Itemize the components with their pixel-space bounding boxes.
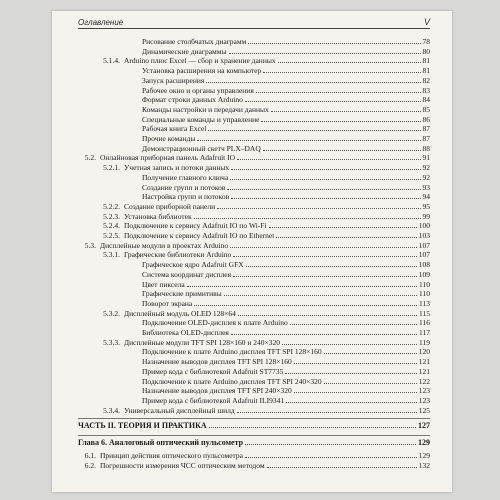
toc-entry-number: 5.3.4. bbox=[103, 405, 120, 415]
toc-part-entry bbox=[78, 421, 430, 431]
toc-entry-title: Установка расширения на компьютер bbox=[142, 66, 262, 76]
toc-entry-number: 5.2.1. bbox=[103, 163, 120, 173]
toc-entry-page: 110 bbox=[419, 289, 430, 299]
toc-entry-title: Библиотека OLED-дисплея bbox=[142, 328, 229, 337]
toc-entry-title: Поворот экрана bbox=[142, 298, 193, 308]
toc-entry-page: 115 bbox=[419, 308, 430, 318]
toc-entry-page: 84 bbox=[422, 95, 430, 105]
dot-leader bbox=[261, 121, 420, 122]
header-rule bbox=[78, 28, 430, 29]
toc-entry bbox=[78, 192, 430, 202]
toc-entry bbox=[78, 357, 430, 367]
toc-entry-title: ЧАСТЬ II. ТЕОРИЯ И ПРАКТИКА bbox=[78, 421, 207, 431]
toc-entry-title: Получение главного ключа bbox=[142, 172, 229, 182]
dot-leader bbox=[286, 402, 417, 403]
toc-entry-title: Специальные команды и управление bbox=[142, 114, 260, 124]
dot-leader bbox=[237, 412, 417, 413]
toc-entry-title: Прочие команды bbox=[142, 134, 196, 143]
dot-leader bbox=[245, 444, 416, 445]
toc-entry-title: Команды настройки и передачи данных bbox=[142, 104, 269, 114]
dot-leader bbox=[263, 72, 420, 73]
dot-leader bbox=[324, 383, 417, 384]
toc-entry-number: 6.2. bbox=[84, 461, 96, 470]
toc-entry bbox=[78, 299, 430, 309]
toc-entry-page: 109 bbox=[418, 269, 430, 279]
toc-entry-title: Цвет пиксела bbox=[142, 279, 185, 289]
toc-entry-title: Формат строки данных Arduino bbox=[142, 95, 243, 105]
dot-leader bbox=[238, 315, 417, 316]
dot-leader bbox=[278, 62, 421, 63]
toc-entry-page: 86 bbox=[422, 114, 430, 124]
toc-entry-title: Система координат дисплея bbox=[142, 269, 232, 279]
toc-entry-page: 107 bbox=[418, 240, 430, 250]
toc-entry-page: 87 bbox=[422, 124, 430, 134]
dot-leader bbox=[324, 353, 417, 354]
toc-entry-title: Графические примитивы bbox=[142, 289, 222, 299]
toc-entry-number: 6.1. bbox=[84, 451, 96, 461]
toc-entry bbox=[78, 461, 430, 471]
toc-entry-title: Создание приборной панели bbox=[124, 201, 216, 211]
toc-entry-page: 94 bbox=[422, 192, 430, 202]
toc-entry-title: Подключение к плате Arduino дисплея TFT SPI 240×320 bbox=[142, 376, 322, 386]
toc-entry bbox=[78, 76, 430, 86]
dot-leader bbox=[248, 43, 420, 44]
dot-leader bbox=[209, 427, 416, 428]
dot-leader bbox=[271, 111, 421, 112]
toc-entry-page: 103 bbox=[418, 231, 430, 240]
book-page bbox=[52, 11, 452, 492]
toc-entry-title: Дисплейные модули TFT SPI 128×160 и 240×320 bbox=[124, 337, 280, 347]
dot-leader bbox=[233, 256, 416, 257]
dot-leader bbox=[227, 189, 420, 190]
toc-entry-title: Подключение OLED-дисплея к плате Arduino bbox=[142, 318, 288, 328]
toc-entry-page: 129 bbox=[418, 438, 430, 448]
toc-entry bbox=[78, 221, 430, 231]
dot-leader bbox=[224, 295, 417, 296]
toc-entry bbox=[78, 318, 430, 328]
toc-entry-title: Дисплейные модули в проектах Arduino bbox=[100, 240, 229, 250]
toc-entry bbox=[78, 451, 430, 461]
toc-entry-page: 100 bbox=[418, 221, 430, 231]
toc-entry bbox=[78, 280, 430, 290]
table-of-contents bbox=[78, 37, 430, 477]
toc-entry-title: Запуск расширения bbox=[142, 75, 205, 85]
toc-entry-page: 78 bbox=[422, 37, 430, 46]
dot-leader bbox=[290, 324, 417, 325]
dot-leader bbox=[206, 82, 420, 83]
toc-entry-title: Динамические диаграммы bbox=[142, 46, 227, 56]
toc-entry-page: 85 bbox=[422, 104, 430, 114]
toc-entry-title: Назначение выводов дисплея TFT SPI 128×160 bbox=[142, 357, 292, 367]
toc-entry bbox=[78, 163, 430, 173]
toc-entry-title: Arduino плюс Excel — сбор и хранение данных bbox=[124, 56, 276, 66]
toc-entry-page: 92 bbox=[422, 172, 430, 182]
toc-entry-title: Пример кода с библиотекой Adafruit ILI9341 bbox=[142, 395, 285, 405]
toc-entry-title: Пример кода с библиотекой Adafruit ST7735 bbox=[142, 366, 284, 376]
toc-entry-page: 120 bbox=[418, 347, 430, 357]
toc-entry-title: Онлайновая приборная панель Adafruit IO bbox=[100, 153, 236, 163]
toc-entry bbox=[78, 86, 430, 96]
toc-entry-page: 92 bbox=[422, 163, 430, 173]
dot-leader bbox=[194, 305, 417, 306]
dot-leader bbox=[187, 286, 417, 287]
toc-entry-page: 121 bbox=[418, 357, 430, 367]
toc-entry bbox=[78, 328, 430, 338]
toc-entry-page: 81 bbox=[422, 66, 430, 76]
toc-entry bbox=[78, 367, 430, 377]
toc-entry bbox=[78, 241, 430, 251]
toc-entry-page: 87 bbox=[422, 134, 430, 143]
toc-entry-page: 81 bbox=[422, 56, 430, 66]
dot-leader bbox=[294, 363, 417, 364]
toc-entry-title: Универсальный дисплейный шилд bbox=[124, 405, 235, 415]
toc-entry bbox=[78, 202, 430, 212]
toc-entry bbox=[78, 124, 430, 134]
toc-entry bbox=[78, 115, 430, 125]
toc-entry bbox=[78, 212, 430, 222]
header-title: Оглавление bbox=[78, 18, 124, 27]
toc-entry bbox=[78, 386, 430, 396]
toc-entry-title: Принцип действия оптического пульсометра bbox=[100, 451, 244, 461]
dot-leader bbox=[237, 159, 420, 160]
dot-leader bbox=[276, 237, 416, 238]
toc-entry bbox=[78, 347, 430, 357]
dot-leader bbox=[285, 373, 416, 374]
toc-entry-title: Графические библиотеки Arduino bbox=[124, 250, 232, 260]
toc-entry-title: Подключение к сервису Adafruit IO по Ethernet bbox=[124, 231, 275, 240]
dot-leader bbox=[256, 92, 421, 93]
toc-entry bbox=[78, 396, 430, 406]
dot-leader bbox=[231, 169, 420, 170]
toc-entry-page: 117 bbox=[419, 328, 430, 337]
toc-entry-page: 119 bbox=[419, 337, 430, 347]
toc-entry bbox=[78, 105, 430, 115]
toc-entry bbox=[78, 66, 430, 76]
toc-entry-number: 5.3.3. bbox=[103, 337, 120, 347]
dot-leader bbox=[217, 208, 420, 209]
dot-leader bbox=[294, 392, 417, 393]
running-header bbox=[78, 15, 430, 29]
toc-entry bbox=[78, 338, 430, 348]
toc-entry-page: 93 bbox=[422, 182, 430, 192]
toc-entry-title: Демонстрационный скетч PLX–DAQ bbox=[142, 143, 261, 153]
toc-entry bbox=[78, 95, 430, 105]
dot-leader bbox=[233, 276, 417, 277]
toc-entry-number: 5.3. bbox=[84, 240, 96, 250]
toc-entry-title: Создание групп и потоков bbox=[142, 182, 226, 192]
toc-entry-title: Подключение к плате Arduino дисплея TFT SPI 128×160 bbox=[142, 347, 322, 357]
toc-entry bbox=[78, 37, 430, 47]
toc-entry-title: Глава 6. Аналоговый оптический пульсометр bbox=[78, 438, 244, 448]
toc-entry-title: Установка библиотек bbox=[124, 211, 192, 221]
toc-entry-page: 107 bbox=[418, 250, 430, 260]
toc-entry-title: Рабочая книга Excel bbox=[142, 124, 207, 134]
toc-entry-page: 95 bbox=[422, 201, 430, 211]
toc-entry-page: 129 bbox=[418, 451, 430, 461]
toc-entry-title: Графическое ядро Adafruit GFX bbox=[142, 260, 244, 270]
toc-entry bbox=[78, 270, 430, 280]
toc-entry-page: 88 bbox=[422, 143, 430, 153]
toc-entry-page: 113 bbox=[419, 298, 430, 308]
toc-entry bbox=[78, 377, 430, 387]
toc-entry-number: 5.2.3. bbox=[103, 211, 120, 221]
toc-entry bbox=[78, 406, 430, 416]
toc-entry-number: 5.2.5. bbox=[103, 231, 120, 240]
toc-entry-page: 127 bbox=[418, 421, 430, 431]
toc-entry-page: 99 bbox=[422, 211, 430, 221]
toc-entry bbox=[78, 309, 430, 319]
toc-entry-page: 125 bbox=[418, 405, 430, 415]
dot-leader bbox=[208, 130, 420, 131]
toc-entry-page: 108 bbox=[418, 260, 430, 270]
toc-entry-title: Подключение к сервису Adafruit IO по Wi-Fi bbox=[124, 221, 267, 231]
toc-entry bbox=[78, 56, 430, 66]
dot-leader bbox=[245, 457, 417, 458]
dot-leader bbox=[230, 179, 420, 180]
toc-entry-page: 132 bbox=[418, 461, 430, 470]
toc-entry bbox=[78, 260, 430, 270]
toc-entry-number: 5.1.4. bbox=[103, 56, 120, 66]
dot-leader bbox=[267, 467, 417, 468]
toc-entry-page: 91 bbox=[422, 153, 430, 163]
toc-entry-number: 5.2.4. bbox=[103, 221, 120, 231]
toc-entry-page: 80 bbox=[422, 46, 430, 56]
toc-entry bbox=[78, 47, 430, 57]
toc-entry-page: 82 bbox=[422, 75, 430, 85]
toc-entry-number: 5.2.2. bbox=[103, 201, 120, 211]
section-divider bbox=[78, 418, 430, 419]
toc-entry-title: Рабочее окно и органы управления bbox=[142, 85, 254, 95]
section-divider bbox=[78, 435, 430, 436]
dot-leader bbox=[231, 334, 417, 335]
toc-entry-page: 122 bbox=[418, 376, 430, 386]
toc-entry-page: 116 bbox=[419, 318, 430, 328]
toc-entry-page: 123 bbox=[418, 395, 430, 405]
toc-entry bbox=[78, 173, 430, 183]
toc-entry bbox=[78, 183, 430, 193]
dot-leader bbox=[246, 266, 417, 267]
dot-leader bbox=[194, 218, 421, 219]
toc-entry-number: 5.3.2. bbox=[103, 308, 120, 318]
toc-entry bbox=[78, 231, 430, 241]
header-page-number: V bbox=[423, 17, 430, 27]
dot-leader bbox=[197, 140, 420, 141]
dot-leader bbox=[230, 247, 417, 248]
toc-entry bbox=[78, 134, 430, 144]
dot-leader bbox=[229, 53, 421, 54]
toc-entry-page: 83 bbox=[422, 85, 430, 95]
toc-entry bbox=[78, 144, 430, 154]
toc-entry-title: Погрешности измерения ЧСС оптическим методом bbox=[100, 461, 265, 470]
toc-entry-title: Рисование столбчатых диаграмм bbox=[142, 37, 247, 46]
toc-entry bbox=[78, 289, 430, 299]
toc-entry-title: Назначение выводов дисплея TFT SPI 240×320 bbox=[142, 386, 292, 396]
toc-entry-page: 123 bbox=[418, 386, 430, 396]
toc-entry-number: 5.3.1. bbox=[103, 250, 120, 260]
toc-entry-page: 110 bbox=[419, 279, 430, 289]
toc-entry-title: Учетная запись и потоки данных bbox=[124, 163, 230, 173]
dot-leader bbox=[263, 150, 421, 151]
dot-leader bbox=[231, 198, 420, 199]
toc-chapter-entry bbox=[78, 438, 430, 448]
toc-entry-page: 121 bbox=[418, 366, 430, 376]
toc-entry-title: Настройка групп и потоков bbox=[142, 192, 230, 202]
dot-leader bbox=[245, 101, 421, 102]
dot-leader bbox=[269, 227, 417, 228]
dot-leader bbox=[282, 344, 417, 345]
toc-entry bbox=[78, 153, 430, 163]
toc-entry bbox=[78, 250, 430, 260]
toc-entry-number: 5.2. bbox=[84, 153, 96, 163]
toc-entry-title: Дисплейный модуль OLED 128×64 bbox=[124, 308, 236, 318]
